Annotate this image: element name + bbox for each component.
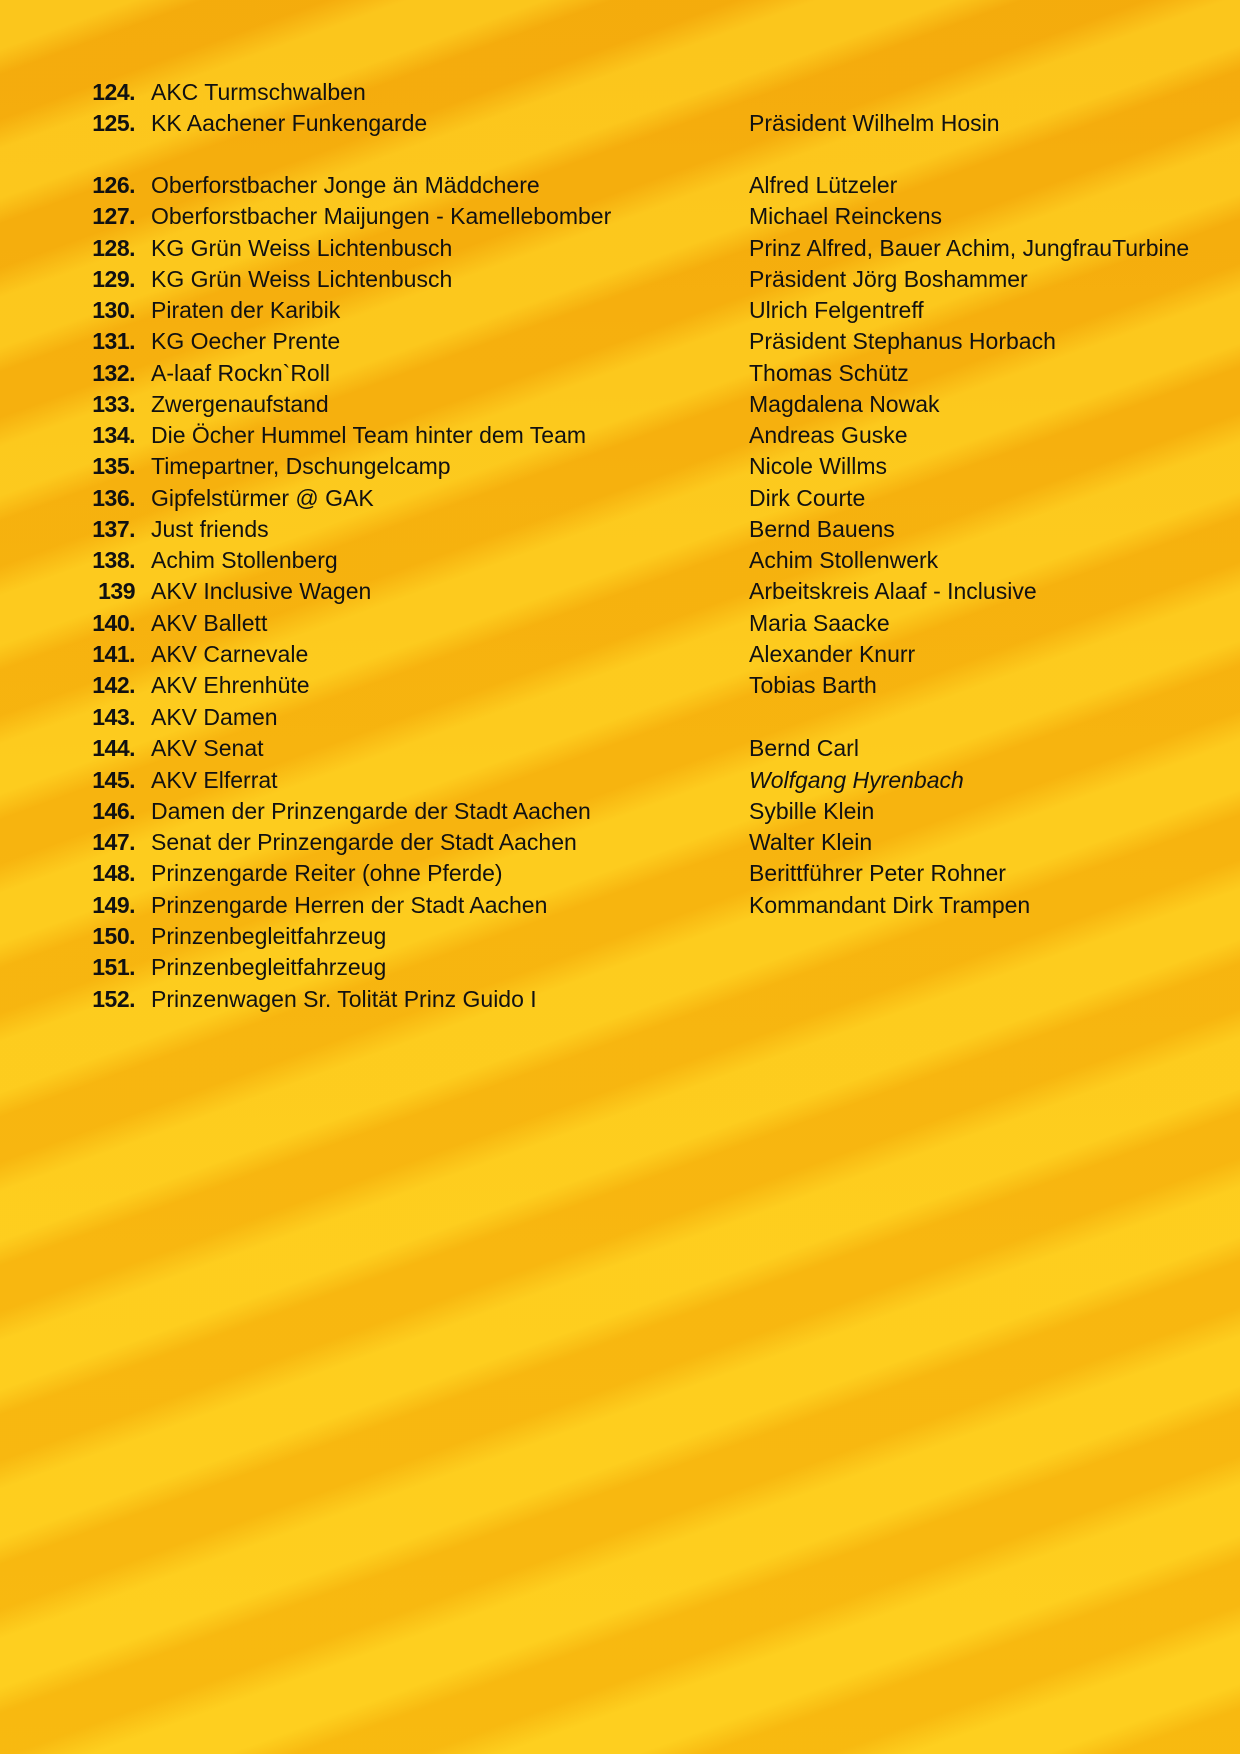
group-name: AKV Ballett [151,610,268,636]
contact-name: Prinz Alfred, Bauer Achim, JungfrauTurbine [749,235,1190,261]
contact-name: Präsident Wilhelm Hosin [749,110,1000,136]
list-item [0,952,1240,983]
list-item [0,576,1240,607]
contact-name: Magdalena Nowak [749,391,940,417]
entry-number: 144. [92,735,135,761]
list-item [0,389,1240,420]
entry-number: 152. [92,986,135,1012]
group-name: AKV Senat [151,735,264,761]
group-name: Just friends [151,516,269,542]
contact-name: Arbeitskreis Alaaf - Inclusive [749,578,1037,604]
contact-name: Achim Stollenwerk [749,547,939,573]
group-name: KG Oecher Prente [151,328,341,354]
entry-number: 148. [92,860,135,886]
entry-number: 133. [92,391,135,417]
group-name: Achim Stollenberg [151,547,338,573]
entry-number: 146. [92,798,135,824]
entry-number: 130. [92,297,135,323]
entry-number: 128. [92,235,135,261]
entry-number: 145. [92,767,135,793]
group-name: AKV Ehrenhüte [151,672,310,698]
entry-number: 142. [92,672,135,698]
contact-name: Michael Reinckens [749,203,943,229]
entry-number: 150. [92,923,135,949]
contact-name: Kommandant Dirk Trampen [749,892,1031,918]
contact-name: Präsident Stephanus Horbach [749,328,1056,354]
entry-number: 134. [92,422,135,448]
entry-number: 124. [92,79,135,105]
list-item [0,733,1240,764]
group-name: Piraten der Karibik [151,297,341,323]
entry-number: 149. [92,892,135,918]
group-name: AKV Damen [151,704,278,730]
entry-number: 129. [92,266,135,292]
entry-number: 139 [98,578,135,604]
entry-number: 147. [92,829,135,855]
entry-number: 126. [92,172,135,198]
contact-name: Nicole Willms [749,453,887,479]
entry-number: 135. [92,453,135,479]
group-name: Oberforstbacher Maijungen - Kamellebomber [151,203,612,229]
group-name: AKV Elferrat [151,767,278,793]
list-item [0,233,1240,264]
group-name: Prinzenbegleitfahrzeug [151,954,387,980]
group-name: Prinzenwagen Sr. Tolität Prinz Guido I [151,986,537,1012]
list-item [0,514,1240,545]
list-item [0,420,1240,451]
list-item [0,765,1240,796]
group-name: Damen der Prinzengarde der Stadt Aachen [151,798,591,824]
entry-number: 125. [92,110,135,136]
list-item [0,984,1240,1015]
list-item [0,77,1240,108]
list-item [0,170,1240,201]
list-item [0,358,1240,389]
contact-name: Berittführer Peter Rohner [749,860,1006,886]
entry-number: 140. [92,610,135,636]
list-item [0,921,1240,952]
group-name: Gipfelstürmer @ GAK [151,485,374,511]
entry-number: 132. [92,360,135,386]
entry-number: 151. [92,954,135,980]
contact-name: Andreas Guske [749,422,908,448]
contact-name: Ulrich Felgentreff [749,297,924,323]
contact-name: Dirk Courte [749,485,866,511]
group-name: Senat der Prinzengarde der Stadt Aachen [151,829,577,855]
group-name: KG Grün Weiss Lichtenbusch [151,266,453,292]
entry-number: 137. [92,516,135,542]
list-item [0,890,1240,921]
list-item [0,827,1240,858]
group-name: Prinzengarde Reiter (ohne Pferde) [151,860,503,886]
list-item [0,108,1240,139]
contact-name: Tobias Barth [749,672,877,698]
entry-number: 138. [92,547,135,573]
entry-number: 143. [92,704,135,730]
group-name: Oberforstbacher Jonge än Mäddchere [151,172,540,198]
contact-name: Thomas Schütz [749,360,909,386]
entry-number: 136. [92,485,135,511]
list-item [0,858,1240,889]
group-name: AKV Carnevale [151,641,309,667]
contact-name: Bernd Carl [749,735,859,761]
list-item [0,451,1240,482]
list-item [0,295,1240,326]
contact-name: Präsident Jörg Boshammer [749,266,1028,292]
group-name: Die Öcher Hummel Team hinter dem Team [151,422,587,448]
group-name: A-laaf Rockn`Roll [151,360,330,386]
list-item [0,483,1240,514]
contact-name: Walter Klein [749,829,873,855]
entry-number: 141. [92,641,135,667]
entry-number: 131. [92,328,135,354]
contact-name: Bernd Bauens [749,516,895,542]
contact-name: Sybille Klein [749,798,875,824]
list-item [0,670,1240,701]
group-name: Timepartner, Dschungelcamp [151,453,451,479]
list-item [0,702,1240,733]
list-item [0,326,1240,357]
group-name: AKC Turmschwalben [151,79,366,105]
list-item [0,545,1240,576]
contact-name: Alexander Knurr [749,641,916,667]
contact-name: Wolfgang Hyrenbach [749,767,964,793]
contact-name: Maria Saacke [749,610,890,636]
group-name: Prinzenbegleitfahrzeug [151,923,387,949]
entry-number: 127. [92,203,135,229]
group-name: AKV Inclusive Wagen [151,578,372,604]
list-item [0,608,1240,639]
group-name: Prinzengarde Herren der Stadt Aachen [151,892,548,918]
list-item [0,796,1240,827]
group-name: KK Aachener Funkengarde [151,110,428,136]
list-item [0,264,1240,295]
group-name: Zwergenaufstand [151,391,329,417]
group-name: KG Grün Weiss Lichtenbusch [151,235,453,261]
contact-name: Alfred Lützeler [749,172,898,198]
list-item [0,639,1240,670]
list-item [0,201,1240,232]
